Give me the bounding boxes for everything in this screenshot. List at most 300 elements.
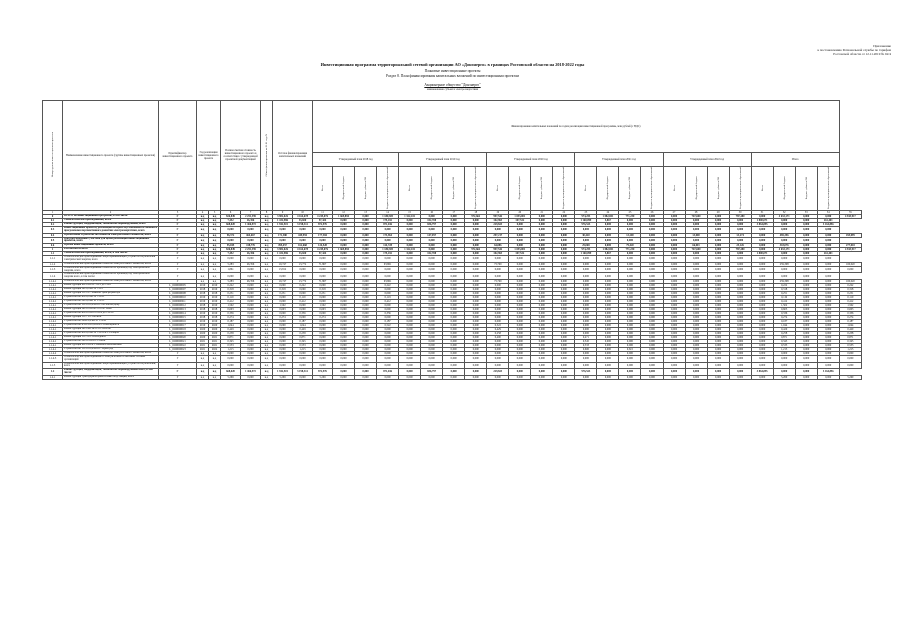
row-value: 0,000	[241, 295, 261, 299]
row-value: 4 164,678	[293, 214, 313, 218]
row-value: 0,274	[273, 315, 293, 319]
row-value: 0,258	[293, 331, 313, 335]
row-number: 1.1.4.1	[43, 323, 63, 327]
row-value: 0,000	[619, 339, 641, 343]
row-value: 3 982,026	[273, 214, 293, 218]
row-value: 0,000	[333, 283, 355, 287]
row-value: 0,000	[597, 266, 619, 273]
row-value: 0,000	[465, 375, 487, 379]
row-identifier: L_0200000014	[159, 311, 197, 315]
organization-name: Акционерное общество "Донэнерго"	[424, 83, 481, 87]
row-value: 0,603	[273, 307, 293, 311]
row-value: 0,000	[531, 248, 553, 252]
row-value: н.д	[261, 233, 273, 237]
row-value: 974,253	[575, 214, 597, 218]
row-value: 0,000	[553, 331, 575, 335]
row-value: 0,000	[421, 303, 443, 307]
column-number: 12	[333, 210, 355, 214]
row-value: 0,000	[509, 355, 531, 362]
row-value: 0,000	[333, 311, 355, 315]
row-value: 0,000	[465, 315, 487, 319]
row-value: 0,000	[293, 266, 313, 273]
row-value: 0,000	[355, 347, 377, 351]
row-value: 124,728	[377, 244, 399, 248]
row-value: 0,000	[399, 335, 421, 339]
row-value: 0,000	[795, 237, 817, 244]
row-value: 0,000	[333, 226, 355, 233]
row-value: 0,000	[553, 266, 575, 273]
row-value: 0,000	[817, 233, 839, 237]
row-value: 0,000	[531, 327, 553, 331]
row-value: 0,000	[421, 339, 443, 343]
row-value: 0,000	[641, 256, 663, 263]
row-value: 1 053,001	[509, 214, 531, 218]
col-header-source: Бюджет субъекта РФ	[443, 167, 465, 211]
row-value: 0,000	[531, 355, 553, 362]
row-value: 0,000	[443, 226, 465, 233]
row-number: 1.1.4.1	[43, 327, 63, 331]
row-value: 0,000	[421, 256, 443, 263]
row-value: 0,000	[553, 287, 575, 291]
row-value: 0,000	[421, 319, 443, 323]
row-value: н.д	[261, 362, 273, 369]
row-value: 0,000	[817, 287, 839, 291]
row-value: 1 322,431	[399, 248, 421, 252]
row-value: 0,412	[293, 299, 313, 303]
row-value: 297,217	[487, 233, 509, 237]
row-number: 1.1.4.1	[43, 343, 63, 347]
row-value: 0,000	[817, 291, 839, 295]
row-value: 0,000	[465, 244, 487, 248]
row-value: 4 633,171	[773, 248, 795, 252]
row-value: 0,000	[685, 226, 707, 233]
row-value: 0,000	[641, 323, 663, 327]
row-value: н.д	[261, 237, 273, 244]
row-value: 0,000	[575, 351, 597, 355]
row-value: 972,662	[465, 214, 487, 218]
row-value: 2018	[209, 307, 221, 311]
row-value: 3 864,855	[751, 222, 773, 226]
row-value: н.д	[261, 252, 273, 256]
row-value: 0,000	[619, 343, 641, 347]
column-number: 25	[619, 210, 641, 214]
row-value: 0,000	[641, 287, 663, 291]
row-value: 0,000	[465, 311, 487, 315]
row-value: 0,000	[729, 335, 751, 339]
col-header-cost: Полная сметная стоимость инвестиционного проекта в соответствии с утвержденной проектной документацией	[221, 101, 261, 211]
row-value: 0,000	[355, 237, 377, 244]
row-value: 974,253	[575, 248, 597, 252]
row-value: 0,000	[531, 351, 553, 355]
column-number: 18	[465, 210, 487, 214]
row-value: 0,274	[313, 315, 333, 319]
row-value: 0,000	[221, 256, 241, 263]
row-value: 0,000	[619, 279, 641, 283]
row-value: 0,000	[729, 307, 751, 311]
row-value: 1 082,691	[597, 214, 619, 218]
row-value: 0,000	[707, 369, 729, 376]
row-value: н.д	[261, 248, 273, 252]
row-number: 0.6	[43, 244, 63, 248]
row-value: 0,251	[273, 291, 293, 295]
row-value: 0,000	[355, 279, 377, 283]
row-value: н.д	[261, 319, 273, 323]
row-value: н.д	[197, 266, 209, 273]
row-identifier: L_0200000008	[159, 291, 197, 295]
row-value: 0,000	[465, 266, 487, 273]
row-value: 0,000	[575, 331, 597, 335]
row-value: 0,000	[293, 256, 313, 263]
row-value: 0,000	[293, 287, 313, 291]
row-value: 0,000	[707, 323, 729, 327]
row-value: 0,000	[443, 252, 465, 256]
col-header-source: Федеральный бюджет	[773, 167, 795, 211]
row-value: 0,000	[465, 279, 487, 283]
row-value: 0,000	[597, 369, 619, 376]
row-value: 0,000	[685, 287, 707, 291]
row-identifier: L_0200000015	[159, 315, 197, 319]
row-value: 0,000	[399, 327, 421, 331]
row-value: 0,000	[487, 299, 509, 303]
row-value: 0,000	[641, 347, 663, 351]
row-value: 0,000	[443, 307, 465, 311]
row-value: н.д	[197, 237, 209, 244]
row-value: н.д	[209, 262, 221, 266]
row-value: 0,000	[729, 315, 751, 319]
row-value: 0,000	[575, 315, 597, 319]
row-value: 0,000	[241, 343, 261, 347]
row-value: 0,000	[509, 237, 531, 244]
row-value: 0,000	[273, 237, 293, 244]
col-header-plan: Финансирование капитальных вложений по годам реализации инвестиционной программы, млн рублей (с НДС)	[313, 101, 840, 153]
row-identifier: Г	[159, 226, 197, 233]
row-value: 0,000	[355, 295, 377, 299]
row-value: 0,000	[641, 311, 663, 315]
row-value: 0,000	[421, 287, 443, 291]
row-value: 0,000	[729, 262, 751, 266]
row-value: н.д	[209, 355, 221, 362]
row-value: 0,000	[465, 335, 487, 339]
row-value: 0,000	[399, 237, 421, 244]
col-header-source: Федеральный бюджет	[421, 167, 443, 211]
row-value: 0,119	[221, 295, 241, 299]
row-value: 0,000	[663, 315, 685, 319]
col-header-source: Федеральный бюджет	[597, 167, 619, 211]
row-value: н.д	[261, 226, 273, 233]
row-value: 0,000	[313, 256, 333, 263]
row-value: 1 942,501	[273, 369, 293, 376]
row-value: 0,000	[487, 256, 509, 263]
row-value: 0,000	[333, 339, 355, 343]
row-value: 0,000	[487, 291, 509, 295]
row-value: 0,000	[509, 244, 531, 248]
document-title: Инвестиционная программа территориальной сетевой организации АО «Донэнерго» в границах Ростовской области на 2018-2022 годы	[320, 62, 585, 67]
row-value: 0,000	[509, 222, 531, 226]
row-value: 0,000	[707, 347, 729, 351]
row-identifier: L_0200000020	[159, 335, 197, 339]
row-value: 0,000	[685, 315, 707, 319]
row-value: 0,000	[553, 351, 575, 355]
row-value: 0,000	[663, 283, 685, 287]
row-value: 3 198,312	[293, 369, 313, 376]
row-value: 0,000	[751, 291, 773, 295]
row-value: 0,000	[241, 273, 261, 280]
row-value: 0,000	[531, 256, 553, 263]
row-value: 0,000	[641, 244, 663, 248]
row-value: 0,000	[597, 343, 619, 347]
row-value: 0,000	[241, 291, 261, 295]
row-value: 0,000	[399, 331, 421, 335]
row-value: 464,667	[241, 233, 261, 237]
row-value: 1 160,099	[575, 218, 597, 222]
row-value: н.д	[197, 256, 209, 263]
row-value: 0,000	[509, 273, 531, 280]
row-value: 0,000	[421, 331, 443, 335]
row-value: 0,000	[641, 248, 663, 252]
row-name: Технологическое присоединение объектов электросетевого хозяйства, всего	[63, 351, 159, 355]
row-value: 0,000	[399, 319, 421, 323]
column-number: 16	[421, 210, 443, 214]
row-value: 2019	[209, 295, 221, 299]
row-value: 0,000	[355, 331, 377, 335]
row-identifier: Г	[159, 256, 197, 263]
row-value: 0,000	[509, 369, 531, 376]
row-value: 0,000	[729, 256, 751, 263]
row-name: Технологическое присоединение объектов по производству электрической энергии всего, в том числе:	[63, 273, 159, 280]
row-value: н.д	[197, 355, 209, 362]
row-value: 0,000	[685, 283, 707, 287]
row-value: 0,000	[641, 355, 663, 362]
row-value: 0,000	[509, 327, 531, 331]
row-value: 0,000	[293, 315, 313, 319]
row-value: н.д	[197, 218, 209, 222]
row-value: 0,000	[553, 323, 575, 327]
row-value: 0,000	[597, 222, 619, 226]
column-number: 9	[273, 210, 293, 214]
row-value: 0,000	[399, 315, 421, 319]
row-value: 871,636	[377, 369, 399, 376]
row-name: Покупка земельных участков для целей реализации инвестиционных проектов, всего	[63, 237, 159, 244]
column-number: 3	[159, 210, 197, 214]
row-value: 0,000	[729, 323, 751, 327]
column-number: 20	[509, 210, 531, 214]
row-value: н.д	[261, 299, 273, 303]
row-value: 0,000	[729, 319, 751, 323]
row-value: н.д	[209, 273, 221, 280]
row-value: н.д	[261, 327, 273, 331]
row-value: 0,000	[273, 323, 293, 327]
row-name: Строительство ВЛИ-0,4 кВ от ТП-41	[63, 319, 159, 323]
row-value: 0,000	[273, 256, 293, 263]
row-value: 71,867	[313, 262, 333, 266]
row-value: 0,000	[663, 287, 685, 291]
row-value: 0,000	[729, 266, 751, 273]
row-value: 0,000	[241, 362, 261, 369]
row-value: 449,994	[293, 233, 313, 237]
col-header-year: Год реализации инвестиционного проекта	[197, 101, 221, 211]
row-value: 0,000	[465, 237, 487, 244]
row-value: 0,000	[377, 375, 399, 379]
row-value: 0,000	[553, 291, 575, 295]
row-value: 0,000	[641, 339, 663, 343]
row-value: 0,251	[221, 291, 241, 295]
row-value: 0,000	[293, 375, 313, 379]
row-value: 0,000	[817, 248, 839, 252]
row-value: 0,000	[355, 315, 377, 319]
row-value: 0,000	[313, 323, 333, 327]
row-value: 2020	[209, 327, 221, 331]
row-value: 0,000	[421, 299, 443, 303]
row-value: 318,076	[773, 244, 795, 248]
col-header-year-group: Итого	[751, 153, 839, 167]
row-value: 0,000	[273, 335, 293, 339]
row-value: 0,000	[729, 303, 751, 307]
row-value: 0,000	[553, 311, 575, 315]
row-value: 0,000	[553, 307, 575, 311]
row-value: 0,000	[465, 252, 487, 256]
row-value: 0,000	[313, 283, 333, 287]
column-number: 11	[313, 210, 333, 214]
row-value: 1 466,972	[241, 369, 261, 376]
row-value: 0,000	[795, 214, 817, 218]
row-value: 124,528	[313, 244, 333, 248]
column-number: 10	[293, 210, 313, 214]
row-name: Реконструкция КЛ-6 кВ в г. Каменск-Шахтинский	[63, 343, 159, 347]
row-value: 0,000	[399, 303, 421, 307]
row-value: 2021	[209, 339, 221, 343]
row-identifier: L_0200000018	[159, 327, 197, 331]
row-value: 93,861	[377, 279, 399, 283]
row-value: 1,502	[839, 303, 861, 307]
col-header-year-group: Утвержденный план 2018 год	[313, 153, 399, 167]
row-value: 0,000	[355, 339, 377, 343]
row-value: 2019	[197, 323, 209, 327]
row-value: 162,668	[293, 244, 313, 248]
row-value: 0,000	[641, 369, 663, 376]
row-value: н.д	[197, 248, 209, 252]
column-number: 27	[663, 210, 685, 214]
row-value: 0,000	[597, 331, 619, 335]
row-value: 0,000	[685, 355, 707, 362]
row-value: 0,000	[729, 299, 751, 303]
row-value: 0,000	[685, 222, 707, 226]
row-value: 0,251	[313, 291, 333, 295]
row-value: 0,000	[817, 347, 839, 351]
row-value: 0,000	[487, 266, 509, 273]
row-value: 0,000	[355, 327, 377, 331]
row-value: 1 800,071	[751, 218, 773, 222]
col-header-source: Бюджеты муниципальных образований	[817, 167, 839, 211]
row-number: 0	[43, 214, 63, 218]
row-name: ВСЕГО по инвестиционной программе, в том числе:	[63, 214, 159, 218]
col-header-source: Всего	[487, 167, 509, 211]
row-value: 0,000	[817, 339, 839, 343]
row-number: 1.1.4.1	[43, 307, 63, 311]
row-value: 826,849	[221, 214, 241, 218]
row-value: 1 432,986	[273, 252, 293, 256]
row-value: 0,000	[685, 299, 707, 303]
row-value: 0,000	[531, 295, 553, 299]
column-number: 24	[597, 210, 619, 214]
row-value: 0,000	[509, 307, 531, 311]
row-name: Технологическое присоединение объектов по производству электрической энергии, всего	[63, 266, 159, 273]
row-value: 0,000	[355, 362, 377, 369]
row-value: 0,000	[619, 256, 641, 263]
row-value: 1 180,305	[377, 214, 399, 218]
row-number: 1.1.4.2	[43, 351, 63, 355]
row-value: 0,000	[795, 331, 817, 335]
row-value: н.д	[197, 369, 209, 376]
row-value: 0,000	[553, 327, 575, 331]
row-value: 0,000	[355, 375, 377, 379]
row-value: 0,000	[487, 319, 509, 323]
row-value: 0,000	[729, 279, 751, 283]
row-value: 0,000	[597, 244, 619, 248]
row-value: 0,000	[443, 347, 465, 351]
row-value: 0,000	[817, 273, 839, 280]
row-value: 0,000	[795, 291, 817, 295]
row-value: 0,429	[773, 327, 795, 331]
row-value: 3 164,856	[817, 369, 839, 376]
col-header-source: Бюджеты муниципальных образований	[465, 167, 487, 211]
row-value: 0,000	[707, 248, 729, 252]
row-value: 0,000	[421, 327, 443, 331]
row-value: 0,000	[795, 279, 817, 283]
row-value: 0,000	[685, 369, 707, 376]
row-value: 0,000	[313, 343, 333, 347]
row-value: 2019	[209, 319, 221, 323]
row-value: 0,000	[619, 273, 641, 280]
row-value: 0,533	[839, 343, 861, 347]
row-number: 1.1.4.1	[43, 299, 63, 303]
row-value: 0,429	[839, 327, 861, 331]
row-value: 0,000	[597, 375, 619, 379]
row-value: 0,000	[817, 226, 839, 233]
row-value: 0,000	[313, 319, 333, 323]
row-value: 0,187	[293, 319, 313, 323]
row-value: н.д	[261, 323, 273, 327]
row-value: 0,000	[663, 343, 685, 347]
column-number: 34	[817, 210, 839, 214]
row-value: 0,000	[509, 347, 531, 351]
row-value: 0,000	[333, 343, 355, 347]
row-value: 0,000	[377, 303, 399, 307]
row-value: 0,000	[817, 266, 839, 273]
row-value: 0,000	[663, 233, 685, 237]
row-value: 0,000	[553, 347, 575, 351]
row-identifier: L_0200000021	[159, 339, 197, 343]
row-value: 0,000	[355, 299, 377, 303]
row-value: 0,000	[641, 283, 663, 287]
row-value: 0,000	[399, 307, 421, 311]
row-value: 0,000	[795, 375, 817, 379]
row-value: 0,000	[399, 299, 421, 303]
row-value: 0,000	[509, 233, 531, 237]
row-value: 0,000	[773, 237, 795, 244]
row-value: 0,000	[729, 362, 751, 369]
row-value: 0,000	[553, 273, 575, 280]
column-number: 22	[553, 210, 575, 214]
row-value: 0,000	[663, 273, 685, 280]
row-value: 0,412	[773, 299, 795, 303]
row-value: 0,000	[795, 343, 817, 347]
row-value: н.д	[261, 222, 273, 226]
row-value: 0,000	[465, 303, 487, 307]
row-value: 0,000	[729, 347, 751, 351]
row-value: 0,000	[751, 226, 773, 233]
row-number: 1.1.4.1	[43, 335, 63, 339]
row-value: 0,000	[509, 291, 531, 295]
